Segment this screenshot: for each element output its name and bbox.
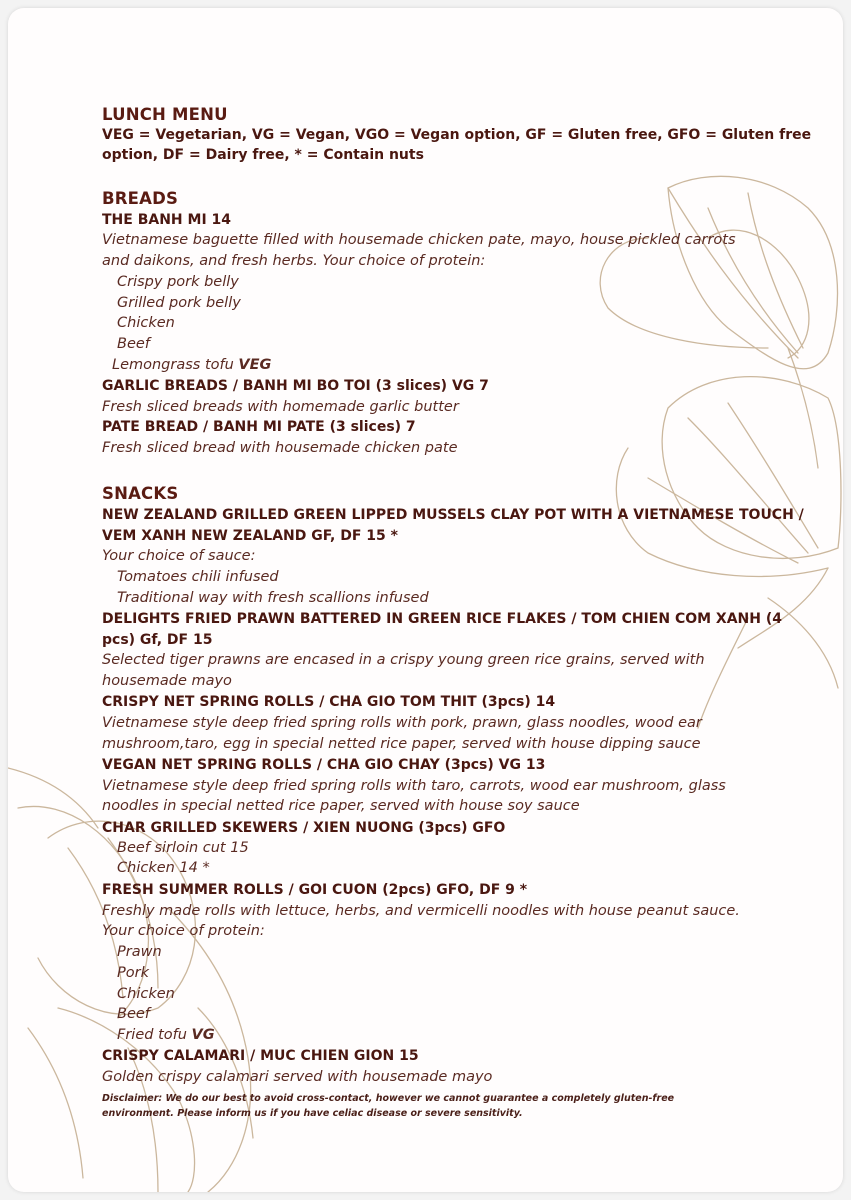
disclaimer-line-2: environment. Please inform us if you have celiac disease or severe sensitivity. bbox=[102, 1108, 523, 1119]
banh-mi-desc-1: Vietnamese baguette filled with housemade chicken pate, mayo, house pickled carrots bbox=[102, 232, 736, 248]
menu-content bbox=[8, 8, 843, 1192]
protein-option: Pork bbox=[117, 965, 149, 981]
disclaimer-line-1: Disclaimer: We do our best to avoid cross-contact, however we cannot guarantee a completely gluten-free bbox=[102, 1093, 675, 1104]
page-title: LUNCH MENU bbox=[102, 105, 228, 124]
summer-rolls-desc-2: Your choice of protein: bbox=[102, 923, 265, 939]
banh-mi-name: THE BANH MI 14 bbox=[102, 212, 232, 228]
skewer-option: Chicken 14 * bbox=[117, 860, 210, 876]
tofu-label: Lemongrass tofu bbox=[112, 357, 234, 373]
prawn-name-2: pcs) Gf, DF 15 bbox=[102, 632, 213, 648]
summer-rolls-desc-1: Freshly made rolls with lettuce, herbs, and vermicelli noodles with house peanut sauce. bbox=[102, 903, 740, 919]
summer-rolls-name: FRESH SUMMER ROLLS / GOI CUON (2pcs) GFO, DF 9 * bbox=[102, 882, 528, 898]
vegan-rolls-desc-2: noodles in special netted rice paper, served with house soy sauce bbox=[102, 798, 580, 814]
vegan-rolls-desc-1: Vietnamese style deep fried spring rolls with taro, carrots, wood ear mushroom, glass bbox=[102, 778, 726, 794]
breads-heading: BREADS bbox=[102, 189, 179, 208]
protein-option: Chicken bbox=[117, 986, 175, 1002]
crispy-rolls-desc-1: Vietnamese style deep fried spring rolls with pork, prawn, glass noodles, wood ear bbox=[102, 715, 702, 731]
snacks-heading: SNACKS bbox=[102, 484, 179, 503]
crispy-rolls-name: CRISPY NET SPRING ROLLS / CHA GIO TOM THIT (3pcs) 14 bbox=[102, 694, 556, 710]
menu-page bbox=[8, 8, 843, 1192]
veg-tag: VEG bbox=[238, 357, 272, 373]
pate-bread-desc: Fresh sliced bread with housemade chicken pate bbox=[102, 440, 458, 456]
skewers-name: CHAR GRILLED SKEWERS / XIEN NUONG (3pcs) GFO bbox=[102, 820, 506, 836]
prawn-name-1: DELIGHTS FRIED PRAWN BATTERED IN GREEN RICE FLAKES / TOM CHIEN COM XANH (4 bbox=[102, 611, 782, 627]
banh-mi-tofu-option bbox=[112, 357, 271, 373]
prawn-desc-2: housemade mayo bbox=[102, 673, 232, 689]
prawn-desc-1: Selected tiger prawns are encased in a crispy young green rice grains, served with bbox=[102, 652, 705, 668]
banh-mi-option: Grilled pork belly bbox=[117, 295, 241, 311]
mussels-name-2: VEM XANH NEW ZEALAND GF, DF 15 * bbox=[102, 528, 398, 544]
vg-tag: VG bbox=[191, 1027, 215, 1043]
sauce-option: Traditional way with fresh scallions infused bbox=[117, 590, 429, 606]
banh-mi-option: Chicken bbox=[117, 315, 175, 331]
sauce-option: Tomatoes chili infused bbox=[117, 569, 279, 585]
garlic-bread-name: GARLIC BREADS / BANH MI BO TOI (3 slices) VG 7 bbox=[102, 378, 489, 394]
tofu-label: Fried tofu bbox=[117, 1027, 187, 1043]
mussels-name-1: NEW ZEALAND GRILLED GREEN LIPPED MUSSELS CLAY POT WITH A VIETNAMESE TOUCH / bbox=[102, 507, 804, 523]
banh-mi-desc-2: and daikons, and fresh herbs. Your choice of protein: bbox=[102, 253, 486, 269]
garlic-bread-desc: Fresh sliced breads with homemade garlic butter bbox=[102, 399, 459, 415]
skewer-option: Beef sirloin cut 15 bbox=[117, 840, 249, 856]
calamari-desc: Golden crispy calamari served with housemade mayo bbox=[102, 1069, 493, 1085]
vegan-rolls-name: VEGAN NET SPRING ROLLS / CHA GIO CHAY (3pcs) VG 13 bbox=[102, 757, 546, 773]
calamari-name: CRISPY CALAMARI / MUC CHIEN GION 15 bbox=[102, 1048, 419, 1064]
pate-bread-name: PATE BREAD / BANH MI PATE (3 slices) 7 bbox=[102, 419, 416, 435]
protein-option: Beef bbox=[117, 1006, 150, 1022]
banh-mi-option: Beef bbox=[117, 336, 150, 352]
mussels-desc: Your choice of sauce: bbox=[102, 548, 256, 564]
fried-tofu-option bbox=[117, 1027, 215, 1043]
crispy-rolls-desc-2: mushroom,taro, egg in special netted rice paper, served with house dipping sauce bbox=[102, 736, 701, 752]
legend-line-1: VEG = Vegetarian, VG = Vegan, VGO = Vegan option, GF = Gluten free, GFO = Gluten free bbox=[102, 127, 812, 143]
legend-line-2: option, DF = Dairy free, * = Contain nuts bbox=[102, 147, 424, 163]
protein-option: Prawn bbox=[117, 944, 162, 960]
banh-mi-option: Crispy pork belly bbox=[117, 274, 239, 290]
